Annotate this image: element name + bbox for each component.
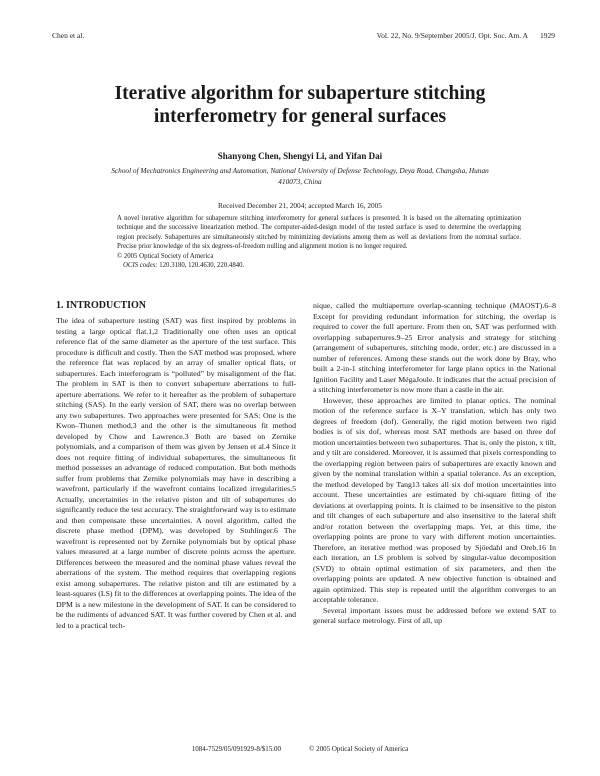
page-number: 1929 <box>540 31 555 40</box>
running-head-authors: Chen et al. <box>52 31 85 40</box>
page-footer <box>60 744 540 754</box>
section-heading-introduction: 1. INTRODUCTION <box>56 300 147 311</box>
intro-paragraph-1-continued: nique, called the multiaperture overlap-scanning technique (MAOST).6–8 Except for providing redundant information for stitching, the overlap is required to cover the full aperture. From then on, SAT was performed with overlapping subapertures.9–25 Error analysis and strategy for stitching (arrangement of subapertures, stitching mode, order, etc.) are discussed in a number of references. Among these stands out the work done by Bray, who built a 2-in-1 stitching interferometer for large plano optics in the National Ignition Facility and Laser MégaJoule. It indicates that the actual precision of a stitching interferometer is now more than a castle in the air. <box>313 301 556 394</box>
footer-copyright: © 2005 Optical Society of America <box>309 745 409 753</box>
intro-paragraph-1: The idea of subaperture testing (SAT) was first inspired by problems in testing a large optical flat.1,2 Traditionally one often uses an optical reference flat of the same diameter as the aperture of the test surface. This procedure is difficult and costly. Then the SAT method was proposed, where the reference flat was replaced by an array of smaller optical flats, or subapertures. Each interferogram is “polluted” by misalignment of the flat. The problem in SAT is then to convert subaperture aberrations to full-aperture aberrations. We refer to it hereafter as the problem of subaperture stitching (SAS). In the early version of SAT, there was no overlap between any two subapertures. Two approaches were presented for SAS: One is the Kwon–Thunen method,3 and the other is the simultaneous fit method developed by Chow and Lawrence.3 Both are based on Zernike polynomials, and a comparison of them was given by Jensen et al.4 Since it does not require fitting of individual subapertures, the simultaneous fit method possesses an advantage of reduced computation. But both methods suffer from problems that Zernike polynomials may have in describing a wavefront, particularly if the wavefront contains localized irregularities.5 Actually, uncertainties in the relative piston and tilt of subapertures do significantly reduce the test accuracy. The straightforward way is to estimate and then compensate these uncertainties. A novel algorithm, called the discrete phase method (DPM), was developed by Stuhlinger.6 The wavefront is represented not by Zernike polynomials but by optical phase values measured at a large number of discrete points across the aperture. Differences between the measured and the nominal phase values reveal the aberrations of the system. The method requires that overlapping regions exist among subapertures. The relative piston and tilt are estimated by a least-squares (LS) fit to the differences at overlapping points. The idea of the DPM is a new milestone in the development of SAT. It can be considered to be the rudiments of advanced SAT. It was further covered by Chen et al. and led to a practical tech- <box>56 316 296 630</box>
abstract-text: A novel iterative algorithm for subaperture stitching interferometry for general surfaces is presented. It is based on the alternating optimization technique and the successive linearization method. The computer-aided-design model of the tested surface is used to determine the overlapping region precisely. Subapertures are simultaneously stitched by minimizing deviations among them as well as deviations from the nominal surface. Precise prior knowledge of the six degrees-of-freedom nulling and alignment motion is no longer required. <box>117 215 521 251</box>
intro-paragraph-3: Several important issues must be addressed before we extend SAT to general surface metrology. First of all, up <box>313 605 556 625</box>
paper-title: Iterative algorithm for subaperture stitching interferometry for general surfaces <box>114 83 486 127</box>
ocis-label: OCIS codes: <box>123 262 158 270</box>
left-column <box>56 300 296 631</box>
intro-paragraph-2: However, these approaches are limited to planar optics. The nominal motion of the reference surface is X–Y translation, which has only two degrees of freedom (dof). Generally, the rigid motion between two rigid bodies is of six dof, whereas most SAT methods are based on three dof motion uncertainties between two subapertures. That is, only the piston, x tilt, and y tilt are considered. Moreover, it is assumed that pixels corresponding to the overlapping region between pairs of subapertures are exactly known and given by the nominal translation within a spatial tolerance. As an exception, the method developed by Tang13 takes all six dof motion uncertainties into account. These uncertainties are estimated by chi-square fitting of the deviations at overlapping points. It is claimed to be insensitive to the piston and tilt changes of each subaperture and also insensitive to the lateral shift and/or rotation between the overlapping maps. Yet, at this time, the overlapping points are prone to vary with different motion uncertainties. Therefore, an iterative method was proposed by Sjöedahl and Oreb.16 In each iteration, an LS problem is solved by singular-value decomposition (SVD) to obtain optimal estimation of six parameters, and then the overlapping points are updated. A new objective function is obtained and again optimized. This step is repeated until the algorithm converges to an acceptable tolerance. <box>313 395 556 604</box>
ocis-values: 120.3180, 120.4630, 220.4840. <box>159 262 245 270</box>
received-dates: Received December 21, 2004; accepted March 16, 2005 <box>218 201 382 210</box>
footer-code: 1084-7529/05/091929-8/$15.00 <box>191 745 282 753</box>
abstract <box>117 214 521 270</box>
right-column <box>313 301 556 627</box>
author-list: Shanyong Chen, Shengyi Li, and Yifan Dai <box>217 151 383 161</box>
running-head-journal <box>377 30 555 42</box>
affiliation: School of Mechatronics Engineering and Automation, National University of Defense Technology, Deya Road, Changsha, Hunan 410073, China <box>111 166 489 186</box>
abstract-copyright: © 2005 Optical Society of America <box>117 252 214 260</box>
ocis-codes <box>123 261 521 270</box>
running-head-citation: Vol. 22, No. 9/September 2005/J. Opt. Soc. Am. A <box>376 31 528 40</box>
running-head <box>45 30 555 42</box>
